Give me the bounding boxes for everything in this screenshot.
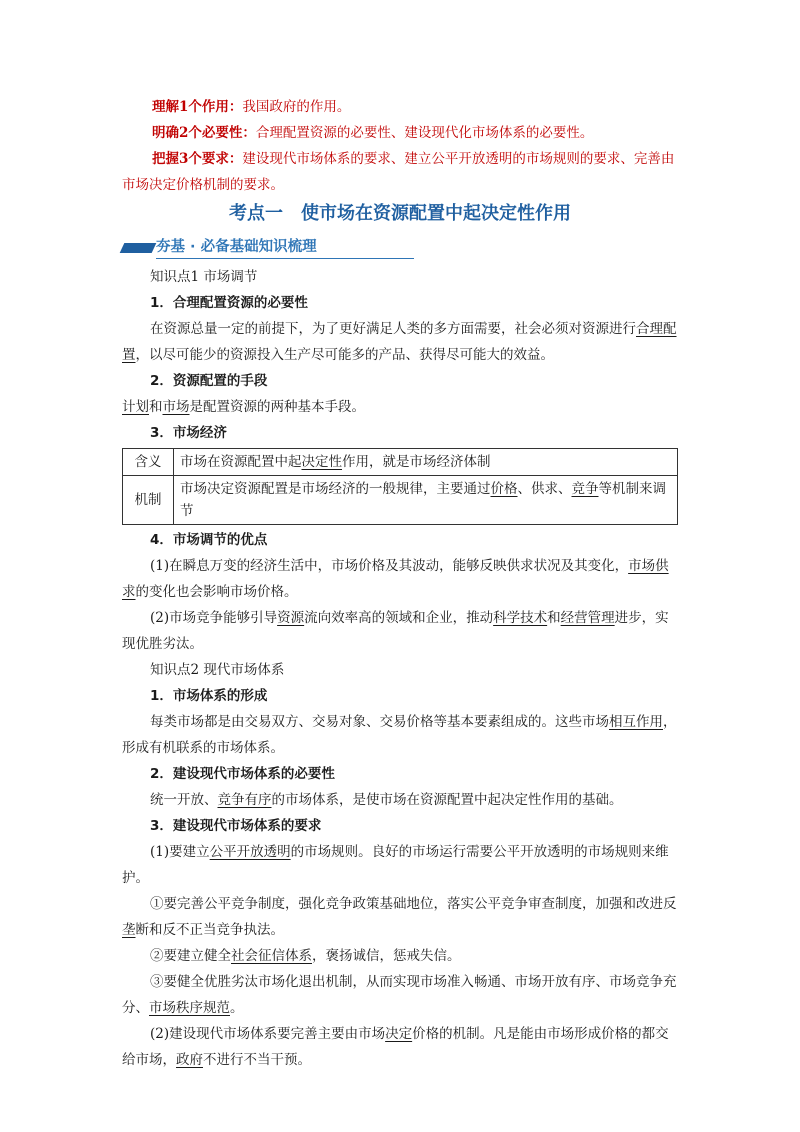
goal-3-text: 建设现代市场体系的要求、建立公平开放透明的市场规则的要求、完善由市场决定价格机制的要求。: [122, 151, 675, 193]
kp2-s2-title-text: 2．建设现代市场体系的必要性: [150, 766, 335, 782]
table-row: [123, 449, 678, 476]
underlined-term: 市场: [162, 399, 190, 415]
goal-1-label: 理解1个作用：: [152, 99, 243, 115]
underlined-term: 社会征信体系: [231, 948, 312, 964]
table-head-meaning: 含义: [123, 449, 174, 476]
kp2-s3-c2: [122, 943, 678, 969]
table-cell-mechanism: [174, 476, 678, 525]
goal-3: [122, 146, 678, 198]
underlined-term: 科学技术: [493, 610, 548, 626]
section-banner: [122, 234, 414, 260]
underlined-term: 决定性: [301, 454, 342, 470]
text-run: ③要健全优胜劣汰市场化退出机制，从而实现市场准入畅通、市场开放有序、市场竞争充分、: [122, 974, 677, 1016]
market-economy-table: [122, 448, 678, 525]
text-run: 进步，实现优胜劣汰。: [122, 610, 669, 652]
kp1-s2-paragraph: [122, 394, 678, 420]
goal-2: [152, 120, 593, 146]
underlined-term: 市场供求: [122, 558, 669, 600]
underlined-term: 相互作用: [609, 714, 663, 730]
kp2-s3-p1: [122, 839, 678, 891]
text-run: 。: [230, 1000, 244, 1016]
underlined-term: 资源: [277, 610, 305, 626]
text-run: 断和反不正当竞争执法。: [135, 922, 284, 938]
goal-3-label: 把握3个要求：: [152, 151, 243, 167]
kp1-s1-title-text: 1．合理配置资源的必要性: [150, 295, 308, 311]
underlined-term: 价格: [490, 481, 518, 497]
kp1-s2-title-text: 2．资源配置的手段: [150, 373, 268, 389]
goal-1: [152, 94, 350, 120]
text-run: ①要完善公平竞争制度，强化竞争政策基础地位，落实公平竞争审查制度，加强和改进反: [150, 896, 677, 912]
kp1-s1-paragraph: [122, 316, 678, 368]
text-run: 不进行不当干预。: [203, 1052, 311, 1068]
underlined-term: 经营管理: [560, 610, 615, 626]
text-run: 是配置资源的两种基本手段。: [189, 399, 365, 415]
text-run: 每类市场都是由交易双方、交易对象、交易价格等基本要素组成的。这些市场: [150, 714, 609, 730]
text-run: (2)建设现代市场体系要完善主要由市场: [150, 1026, 386, 1042]
kp1-s4-title: [122, 527, 678, 553]
underlined-term: 竞争: [571, 481, 599, 497]
kp2-s3-c1: [122, 891, 678, 943]
underlined-term: 计划: [122, 399, 149, 415]
text-run: 和: [149, 399, 163, 415]
banner-text: 夯基 · 必备基础知识梳理: [156, 239, 317, 255]
kp1-s4-p2: [122, 605, 678, 657]
goal-2-text: 合理配置资源的必要性、建设现代化市场体系的必要性。: [255, 125, 594, 141]
text-run: ，以尽可能少的资源投入生产尽可能多的产品、获得尽可能大的效益。: [135, 347, 554, 363]
table-cell-meaning: [174, 449, 678, 476]
text-run: 市场在资源配置中起: [180, 454, 302, 470]
text-run: 统一开放、: [150, 792, 218, 808]
kp2-s3-c3: [122, 969, 678, 1021]
underlined-term: 决定: [385, 1026, 413, 1042]
goal-2-label: 明确2个必要性：: [152, 125, 256, 141]
kp1-s1-title: [122, 290, 678, 316]
text-run: 作用，就是市场经济体制: [342, 454, 491, 470]
text-run: 和: [547, 610, 561, 626]
goal-1-text: 我国政府的作用。: [242, 99, 351, 115]
underlined-term: 合理配置: [122, 321, 677, 363]
kp2-s3-p2: [122, 1021, 678, 1073]
text-run: 市场决定资源配置是市场经济的一般规律，主要通过: [180, 481, 491, 497]
table-row: [123, 476, 678, 525]
text-run: 流向效率高的领域和企业，推动: [304, 610, 494, 626]
kp1-s2-title: [122, 368, 678, 394]
text-run: 在资源总量一定的前提下，为了更好满足人类的多方面需要，社会必须对资源进行: [150, 321, 636, 337]
text-run: (1)在瞬息万变的经济生活中，市场价格及其波动，能够反映供求状况及其变化，: [150, 558, 629, 574]
text-run: 的市场体系，是使市场在资源配置中起决定性作用的基础。: [271, 792, 623, 808]
kp2-s2-paragraph: [122, 787, 678, 813]
underlined-term: 垄: [122, 922, 136, 938]
text-run: (2)市场竞争能够引导: [150, 610, 278, 626]
kp1-s3-title: [122, 420, 678, 446]
kp1-s4-p1: [122, 553, 678, 605]
underlined-term: 政府: [176, 1052, 203, 1068]
content-body: [122, 264, 678, 1073]
kp1-s3-title-text: 3．市场经济: [150, 425, 227, 441]
section-heading: [0, 199, 800, 225]
text-run: ，形成有机联系的市场体系。: [122, 714, 677, 756]
banner-bar-decoration: [120, 243, 157, 253]
kp1-s4-title-text: 4．市场调节的优点: [150, 532, 268, 548]
heading-part1: 考点一: [229, 203, 283, 224]
text-run: ②要建立健全: [150, 948, 231, 964]
heading-part2: 使市场在资源配置中起决定性作用: [301, 203, 571, 224]
kp1-title: 知识点1 市场调节: [150, 269, 258, 285]
text-run: ，褒扬诚信，惩戒失信。: [312, 948, 461, 964]
kp2-s1-paragraph: [122, 709, 678, 761]
underlined-term: 公平开放透明: [209, 844, 291, 860]
text-run: (1)要建立: [150, 844, 210, 860]
underlined-term: 市场秩序规范: [149, 1000, 230, 1016]
kp2-s1-title-text: 1．市场体系的形成: [150, 688, 268, 704]
text-run: 的变化也会影响市场价格。: [135, 584, 298, 600]
underlined-term: 竞争有序: [217, 792, 272, 808]
text-run: 、供求、: [517, 481, 572, 497]
kp2-title: 知识点2 现代市场体系: [150, 662, 285, 678]
kp2-s3-title: [122, 813, 678, 839]
text-run: 等机制来调节: [180, 481, 666, 519]
banner-underline: [156, 258, 414, 259]
text-run: 价格的机制。凡是能由市场形成价格的都交给市场，: [122, 1026, 669, 1068]
kp2-s2-title: [122, 761, 678, 787]
table-head-mechanism: 机制: [123, 476, 174, 525]
text-run: 的市场规则。良好的市场运行需要公平开放透明的市场规则来维护。: [122, 844, 669, 886]
kp2-s1-title: [122, 683, 678, 709]
kp2-s3-title-text: 3．建设现代市场体系的要求: [150, 818, 322, 834]
